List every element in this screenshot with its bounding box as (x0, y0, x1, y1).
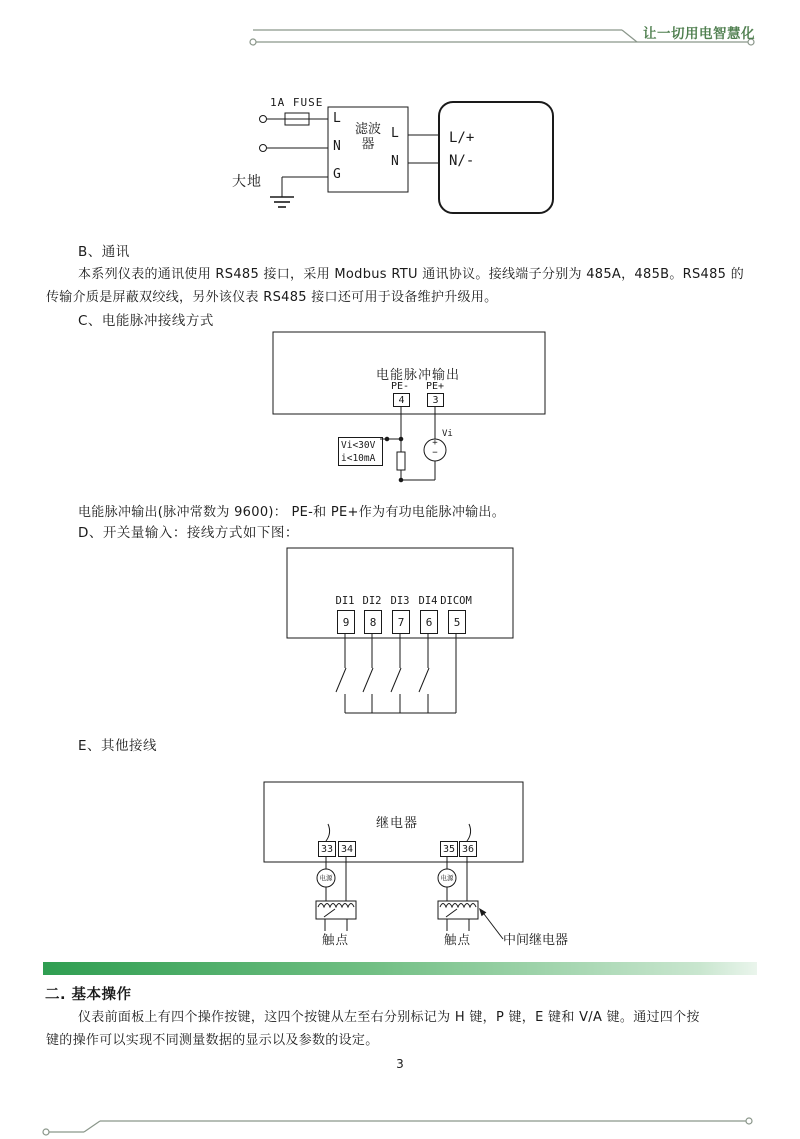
header-slogan: 让一切用电智慧化 (643, 26, 755, 42)
filter-name-line1: 滤波 (354, 122, 381, 137)
pulse-diagram-lines (270, 330, 560, 490)
section-c-note: 电能脉冲输出(脉冲常数为 9600)： PE-和 PE+作为有功电能脉冲输出。 (78, 505, 506, 520)
voltage-limit-text (339, 438, 382, 465)
section-c-title: C、电能脉冲接线方式 (78, 313, 214, 329)
section-d-title: D、开关量输入：接线方式如下图： (78, 525, 299, 541)
power-source-label-2: 电源 (440, 874, 454, 882)
basic-operation-line1: 仪表前面板上有四个操作按键，这四个按键从左至右分别标记为 H 键，P 键，E 键和 V/A 键。通过四个按 (78, 1010, 700, 1025)
terminal-box-33: 33 (318, 841, 336, 857)
pe-minus-label: PE- (391, 381, 410, 392)
device-terminals (449, 127, 474, 173)
filter-name-line2: 器 (361, 137, 375, 152)
footer-rule-lines (40, 1108, 760, 1138)
device-l-plus: L/+ (449, 130, 475, 146)
di4-label: DI4 (418, 595, 438, 607)
basic-operation-heading: 二. 基本操作 (45, 987, 132, 1003)
relay-title: 继电器 (376, 816, 419, 831)
terminal-box-36: 36 (459, 841, 477, 857)
page-number: 3 (396, 1057, 404, 1071)
earth-label: 大地 (232, 174, 262, 190)
section-b-line2: 传输介质是屏蔽双绞线，另外该仪表 RS485 接口还可用于设备维护升级用。 (46, 290, 498, 305)
intermediate-relay-label: 中间继电器 (503, 933, 569, 948)
terminal-box-35: 35 (440, 841, 458, 857)
basic-operation-line2: 键的操作可以实现不同测量数据的显示以及参数的设定。 (46, 1033, 379, 1048)
filter-terminal-n: N (333, 139, 341, 154)
terminal-box-7: 7 (392, 610, 410, 634)
filter-out-l: L (391, 126, 399, 141)
section-b-line1: 本系列仪表的通讯使用 RS485 接口，采用 Modbus RTU 通讯协议。接线端子分别为 485A，485B。RS485 的 (78, 267, 744, 282)
terminal-box-4: 4 (393, 393, 410, 407)
filter-terminal-g: G (333, 167, 341, 182)
terminal-box-9: 9 (337, 610, 355, 634)
dicom-label: DICOM (440, 595, 472, 607)
limit-line2: i<10mA (341, 453, 376, 464)
section-divider-bar (43, 962, 757, 975)
source-minus-sign: − (432, 448, 438, 458)
section-e-title: E、其他接线 (78, 738, 158, 754)
terminal-box-5: 5 (448, 610, 466, 634)
terminal-box-34: 34 (338, 841, 356, 857)
di1-label: DI1 (335, 595, 355, 607)
source-plus-sign: + (432, 438, 438, 448)
fuse-label: 1A FUSE (270, 96, 324, 109)
device-n-minus: N/- (449, 153, 475, 169)
di3-label: DI3 (390, 595, 410, 607)
power-source-label-1: 电源 (319, 874, 333, 882)
filter-out-n: N (391, 154, 399, 169)
terminal-box-3: 3 (427, 393, 444, 407)
pulse-diagram-title: 电能脉冲输出 (376, 368, 461, 383)
contact-label-1: 触点 (322, 932, 350, 947)
voltage-limit-box (338, 437, 383, 466)
di2-label: DI2 (362, 595, 382, 607)
section-b-title: B、通讯 (78, 244, 130, 260)
pe-plus-label: PE+ (426, 381, 445, 392)
contact-label-2: 触点 (444, 932, 472, 947)
terminal-box-6: 6 (420, 610, 438, 634)
limit-line1: Vi<30V (341, 440, 376, 451)
source-vi-label: Vi (442, 429, 453, 439)
filter-terminal-l: L (333, 111, 341, 126)
terminal-box-8: 8 (364, 610, 382, 634)
filter-name (348, 122, 388, 152)
